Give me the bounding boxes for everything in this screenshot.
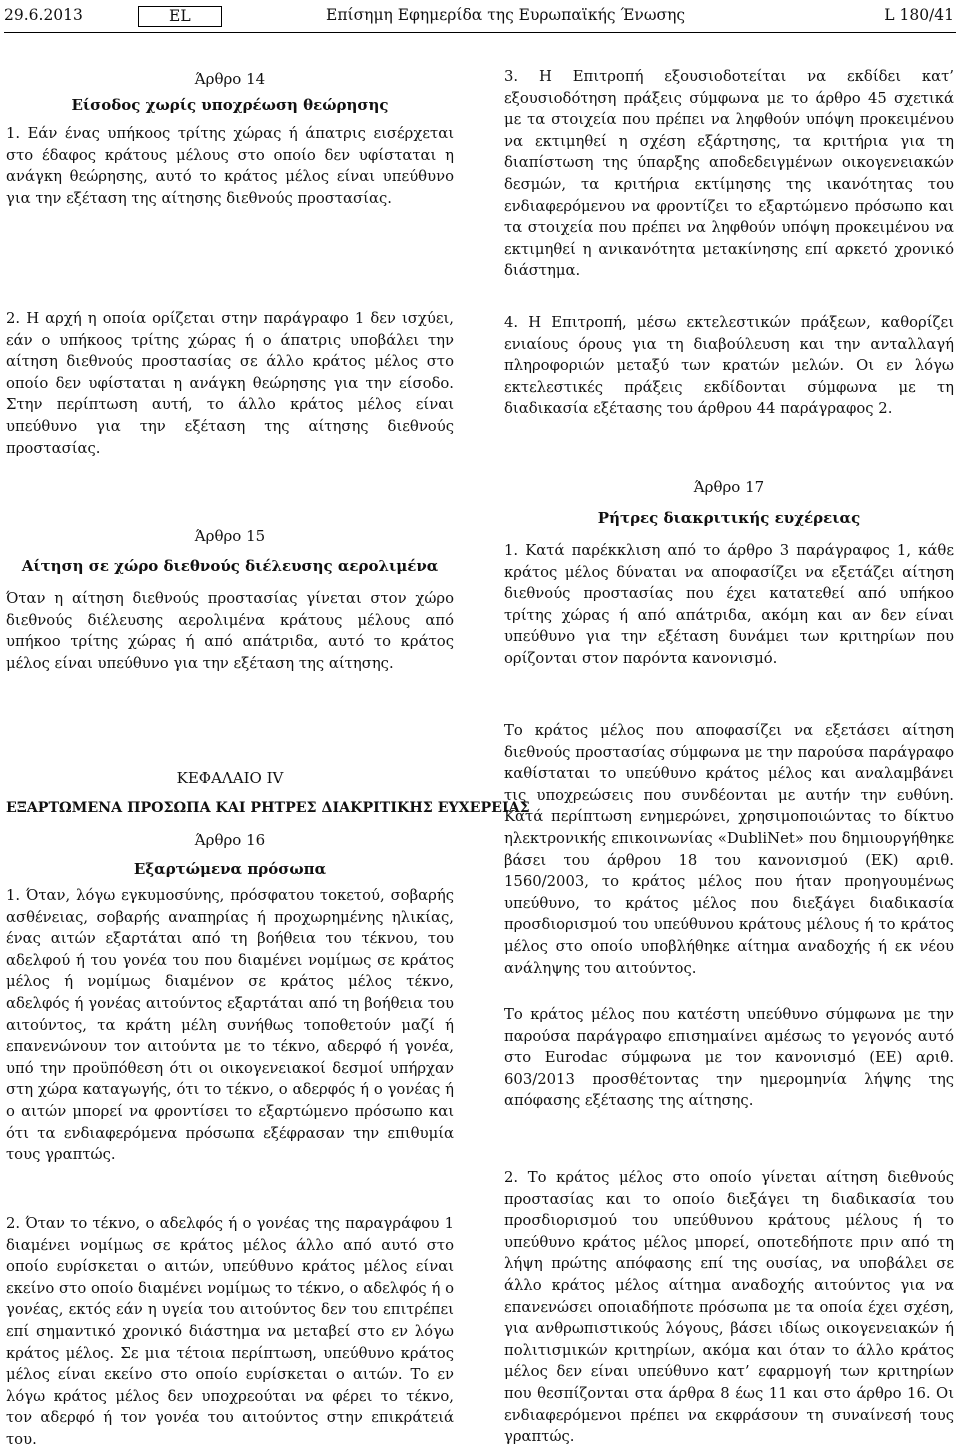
art16-para-4: 4. Η Επιτροπή, μέσω εκτελεστικών πράξεων, καθορίζει ενιαίους όρους για τη διαβούλευση και την ανταλλαγή πληροφοριών μεταξύ των κρατών μελών. Οι εν λόγω εκτελεστικές πράξεις εκδίδονται σύμφωνα με τη διαδικασία εξέτασης του άρθρου 44 παράγραφος 2. xyxy=(504,314,954,418)
chapter-title: ΕΞΑΡΤΩΜΕΝΑ ΠΡΟΣΩΠΑ ΚΑΙ ΡΗΤΡΕΣ ΔΙΑΚΡΙΤΙΚΗΣ ΕΥΧΕΡΕΙΑΣ xyxy=(6,800,530,816)
page-number: L 180/41 xyxy=(884,6,954,24)
art16-para-3: 3. Η Επιτροπή εξουσιοδοτείται να εκδίδει κατ’ εξουσιοδότηση πράξεις σύμφωνα με το άρθρο 45 σχετικά με τα στοιχεία που πρέπει να ληφθούν υπόψη προκειμένου να εκτιμηθεί η σχέση εξάρτησης, τα κριτήρια για τη διαπίστωση της ύπαρξης αποδεδειγμένων οικογενειακών δεσμών, τα κριτήρια εκτίμησης της ικανότητας του ενδιαφερόμενου να φροντίζει το εξαρτώμενο πρόσωπο και τα στοιχεία που πρέπει να ληφθούν υπόψη προκειμένου να εκτιμηθεί η ανικανότητα μετακίνησης επί αρκετό χρονικό διάστημα. xyxy=(504,68,954,280)
art16-para-1: 1. Όταν, λόγω εγκυμοσύνης, πρόσφατου τοκετού, σοβαρής ασθένειας, σοβαρής αναπηρίας ή προχωρημένης ηλικίας, ένας αιτών εξαρτάται από τη βοήθεια του τέκνου, του αδελφού ή του γονέα του που διαμένει νομίμως σε κράτος μέλος ή νομίμως διαμένον σε κράτος μέλος τέκνο, αδελφός ή γονέας αιτούντος εξαρτάται από τη βοήθεια του αιτούντος, τα κράτη μέλη συνήθως τοποθετούν μαζί ή επανενώνουν τον αιτούντα με το τέκνο, αδερφό ή γονέα, υπό την προϋπόθεση ότι οι οικογενειακοί δεσμοί υπήρχαν στη χώρα καταγωγής, ότι το τέκνο, ο αδερφός ή ο γονέας ή ο αιτών μπορεί να φροντίσει το εξαρτώμενο πρόσωπο και ότι τα ενδιαφερόμενα πρόσωπα εξέφρασαν την επιθυμία τους γραπτώς. xyxy=(6,887,454,1164)
art17-para-1: 1. Κατά παρέκκλιση από το άρθρο 3 παράγραφος 1, κάθε κράτος μέλος δύναται να αποφασίζει να εξετάζει αίτηση διεθνούς προστασίας που έχει κατατεθεί από υπήκοο τρίτης χώρας ή από απάτριδα, ακόμη και αν δεν είναι υπεύθυνο για την εξέταση δυνάμει των κριτηρίων που ορίζονται στον παρόντα κανονισμό. xyxy=(504,542,954,667)
art17-heading: Άρθρο 17 xyxy=(693,478,765,496)
art17-para-1-cont: Το κράτος μέλος που αποφασίζει να εξετάσει αίτηση διεθνούς προστασίας σύμφωνα με την παρούσα παράγραφο καθίσταται το υπεύθυνο κράτος μέλος και αναλαμβάνει τις υποχρεώσεις που συνδέονται με αυτήν την ευθύνη. Κατά περίπτωση ενημερώνει, χρησιμοποιώντας το δίκτυο ηλεκτρονικής επικοινωνίας «DubliNet» που δημιουργήθηκε βάσει του άρθρου 18 του κανονισμού (ΕΚ) αριθ. 1560/2003, το κράτος μέλος που ήταν προηγουμένως υπεύθυνο, το κράτος μέλος που διεξάγει διαδικασία προσδιορισμού του υπεύθυνου κράτους μέλους ή το κράτος μέλος στο οποίο υποβλήθηκε αίτημα αναδοχής ή εκ νέου ανάληψης του αιτούντος. xyxy=(504,722,954,977)
journal-title: Επίσημη Εφημερίδα της Ευρωπαϊκής Ένωσης xyxy=(326,6,686,24)
art15-title: Αίτηση σε χώρο διεθνούς διέλευσης αερολιμένα xyxy=(21,557,439,575)
art16-title: Εξαρτώμενα πρόσωπα xyxy=(133,860,327,878)
language-badge: EL xyxy=(138,6,222,27)
art16-heading: Άρθρο 16 xyxy=(194,831,266,849)
art14-para-1: 1. Εάν ένας υπήκοος τρίτης χώρας ή άπατρις εισέρχεται στο έδαφος κράτους μέλους στο οποίο δεν υφίσταται η ανάγκη θεώρησης, αυτό το κράτος μέλος είναι υπεύθυνο για την εξέταση της αίτησης διεθνούς προστασίας. xyxy=(6,125,454,207)
art17-para-2: 2. Το κράτος μέλος στο οποίο γίνεται αίτηση διεθνούς προστασίας και το οποίο διεξάγει τη διαδικασία του προσδιορισμού του υπεύθυνου κράτους μέλους ή το υπεύθυνο κράτος μέλος μπορεί, οποτεδήποτε πριν από τη λήψη πρώτης απόφασης επί της ουσίας, να υποβάλει σε άλλο κράτος μέλος αίτημα αναδοχής αιτούντος για να επανενώσει οποιαδήποτε πρόσωπα με τα οποία έχει σχέση, για ανθρωπιστικούς λόγους, βάσει ιδίως οικογενειακών ή πολιτισμικών κριτηρίων, ακόμα και όταν το άλλο κράτος μέλος δεν είναι υπεύθυνο κατ’ εφαρμογή των κριτηρίων που θεσπίζονται στα άρθρα 8 έως 11 και στο άρθρο 16. Οι ενδιαφερόμενοι πρέπει να εκφράσουν τη συναίνεσή τους γραπτώς. xyxy=(504,1169,954,1446)
art15-heading: Άρθρο 15 xyxy=(194,527,266,545)
page-header xyxy=(0,6,960,28)
chapter-label: ΚΕΦΑΛΑΙΟ IV xyxy=(176,769,284,787)
art14-heading: Άρθρο 14 xyxy=(194,70,266,88)
art14-title: Είσοδος χωρίς υποχρέωση θεώρησης xyxy=(71,96,389,114)
art17-title: Ρήτρες διακριτικής ευχέρειας xyxy=(597,509,861,527)
art16-para-2: 2. Όταν το τέκνο, ο αδελφός ή ο γονέας της παραγράφου 1 διαμένει νομίμως σε κράτος μέλος άλλο από αυτό στο οποίο ευρίσκεται ο αιτών, υπεύθυνο κράτος μέλος είναι εκείνο στο οποίο διαμένει νομίμως το τέκνο, ο αδελφός ή ο γονέας, εκτός εάν η υγεία του αιτούντος δεν του επιτρέπει επί σημαντικό χρονικό διάστημα να μεταβεί στο εν λόγω κράτος μέλος. Σε μια τέτοια περίπτωση, υπεύθυνο κράτος μέλος είναι εκείνο στο οποίο ευρίσκεται ο αιτών. Το εν λόγω κράτος μέλος δεν υποχρεούται να φέρει το τέκνο, τον αδερφό ή τον γονέα του αιτούντος στην επικράτειά του. xyxy=(6,1215,454,1448)
header-date: 29.6.2013 xyxy=(4,6,83,24)
header-divider xyxy=(4,32,956,33)
art17-para-1-eurodac: Το κράτος μέλος που κατέστη υπεύθυνο σύμφωνα με την παρούσα παράγραφο επισημαίνει αμέσως το γεγονός αυτό στο Eurodac σύμφωνα με τον κανονισμό (ΕΕ) αριθ. 603/2013 προσθέτοντας την ημερομηνία λήψης της απόφασης εξέτασης της αίτησης. xyxy=(504,1006,954,1110)
art14-para-2: 2. Η αρχή η οποία ορίζεται στην παράγραφο 1 δεν ισχύει, εάν ο υπήκοος τρίτης χώρας ή ο άπατρις υποβάλει την αίτηση διεθνούς προστασίας σε άλλο κράτος μέλος στο οποίο δεν υφίσταται η ανάγκη θεώρησης για την είσοδο. Στην περίπτωση αυτή, το άλλο κράτος μέλος είναι υπεύθυνο για την εξέταση της αίτησης διεθνούς προστασίας. xyxy=(6,310,454,457)
art15-para: Όταν η αίτηση διεθνούς προστασίας γίνεται στον χώρο διεθνούς διέλευσης αερολιμένα κράτους μέλους από υπήκοο τρίτης χώρας ή από απάτριδα, αυτό το κράτος μέλος είναι υπεύθυνο για την εξέταση της αίτησης. xyxy=(6,590,454,672)
